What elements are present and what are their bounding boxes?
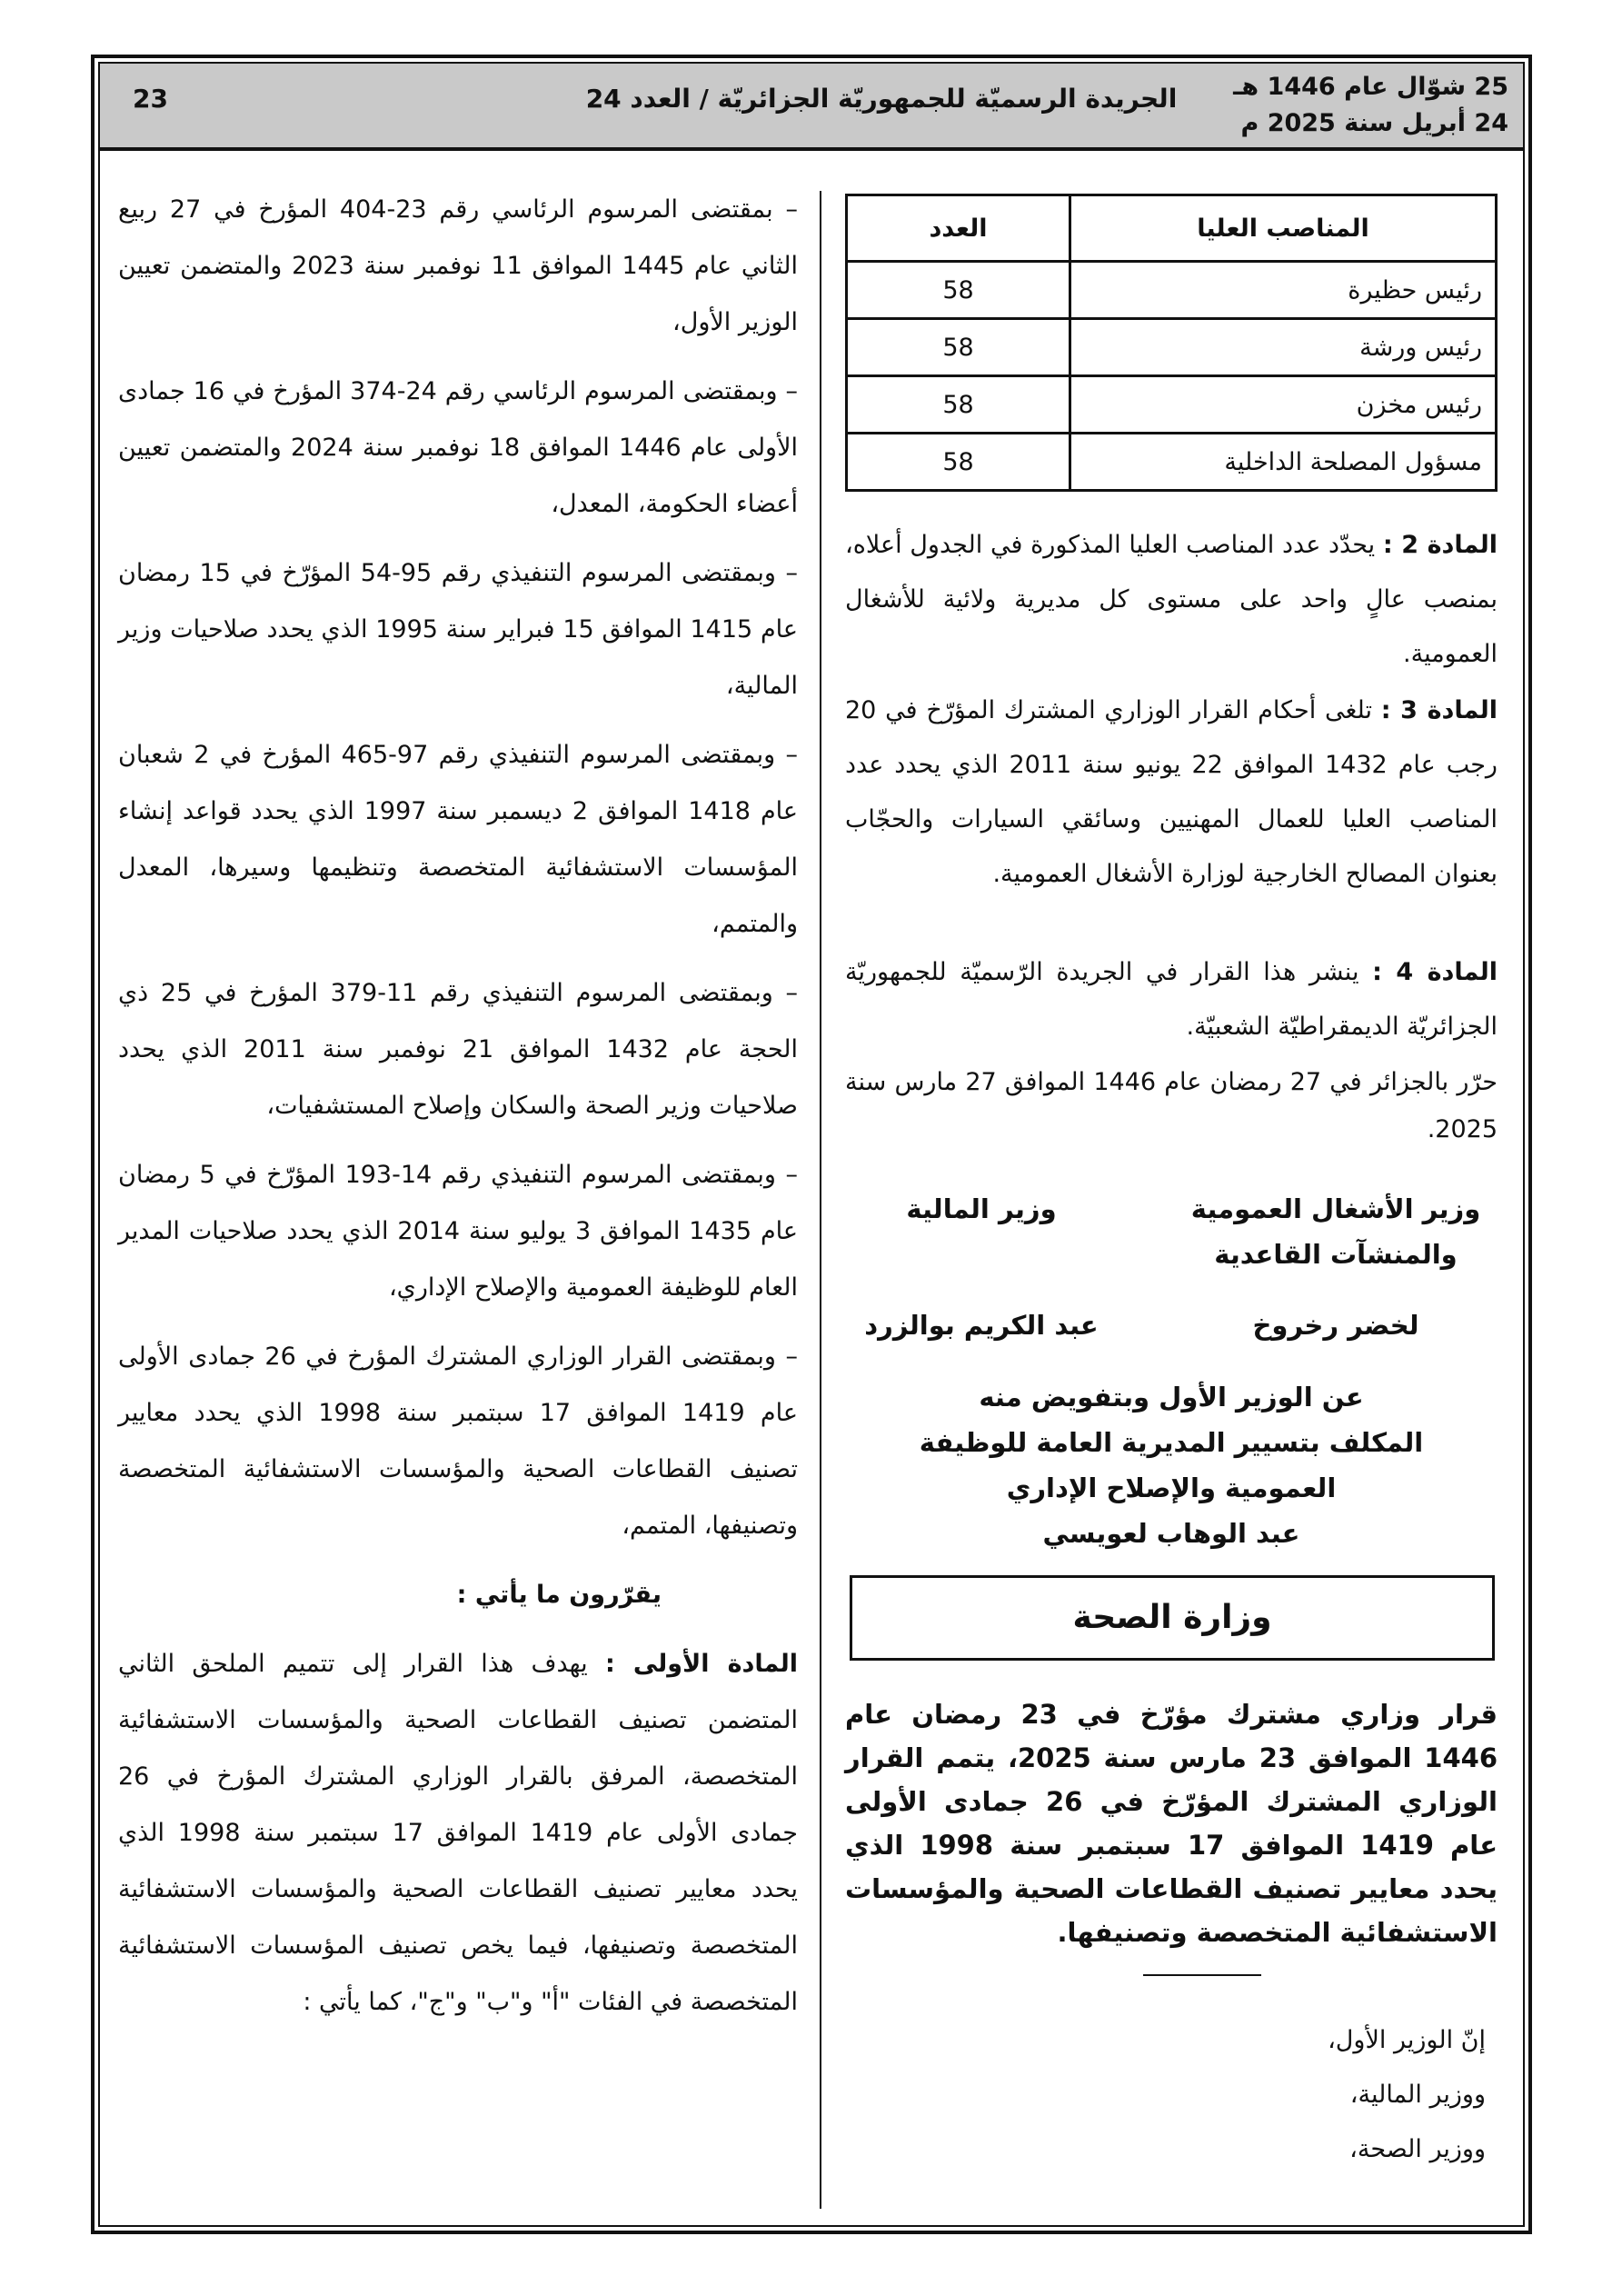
senior-posts-table <box>845 194 1498 492</box>
article-text: ينشر هذا القرار في الجريدة الرّسميّة للجمهوريّة الجزائريّة الديمقراطيّة الشعبيّة. <box>845 958 1498 1041</box>
separator-rule <box>1143 1974 1261 1976</box>
page-number: 23 <box>133 84 168 114</box>
preamble-line: ووزير الصحة، <box>1349 2135 1486 2163</box>
signatory-name: عبد الكريم بوالزرد <box>864 1310 1099 1341</box>
signed-at: حرّر بالجزائر في 27 رمضان عام 1446 الموافق 27 مارس سنة 2025. <box>845 1068 1498 1143</box>
signatory-title: وزير الأشغال العمومية <box>1190 1193 1481 1224</box>
article-text: تلغى أحكام القرار الوزاري المشترك المؤرّخ في 20 رجب عام 1432 الموافق 22 يونيو سنة 2011 الذي يحدد عدد المناصب العليا للعمال المهنيين وسائقي السيارات والحجّاب بعنوان المصالح الخارجية لوزارة الأشغال العمومية. <box>845 696 1498 888</box>
ministry-heading: وزارة الصحة <box>850 1575 1495 1661</box>
gazette-header <box>100 64 1523 151</box>
column-divider <box>820 191 821 2209</box>
article-4 <box>845 945 1498 1054</box>
recital: – وبمقتضى المرسوم التنفيذي رقم 11-379 المؤرخ في 25 ذي الحجة عام 1432 الموافق 21 نوفمبر سنة 2011 الذي يحدد صلاحيات وزير الصحة والسكان وإصلاح المستشفيات، <box>118 979 798 1120</box>
recital: – وبمقتضى المرسوم التنفيذي رقم 14-193 المؤرّخ في 5 رمضان عام 1435 الموافق 3 يوليو سنة 2014 الذي يحدد صلاحيات المدير العام للوظيفة العمومية والإصلاح الإداري، <box>118 1161 798 1302</box>
article-label: المادة 2 : <box>1382 531 1498 559</box>
delegation-line: العمومية والإصلاح الإداري <box>1006 1472 1337 1503</box>
delegation-line: المكلف بتسيير المديرية العامة للوظيفة <box>919 1427 1424 1458</box>
gregorian-date: 24 أبريل سنة 2025 م <box>1240 109 1508 137</box>
signatory-name: عبد الوهاب لعويسي <box>1042 1518 1300 1549</box>
delegated-signatory <box>845 1374 1498 1556</box>
decide-heading: يقرّرون ما يأتي : <box>456 1581 662 1609</box>
table-row <box>847 262 1497 319</box>
count-cell: 58 <box>847 376 1070 434</box>
count-cell: 58 <box>847 434 1070 491</box>
issue-date <box>1233 69 1508 142</box>
count-cell: 58 <box>847 262 1070 319</box>
post-cell: مسؤول المصلحة الداخلية <box>1070 434 1497 491</box>
article-label: المادة الأولى : <box>604 1650 798 1678</box>
table-row <box>847 319 1497 376</box>
preamble-line: ووزير المالية، <box>1349 2081 1486 2109</box>
decree-title: قرار وزاري مشترك مؤرّخ في 23 رمضان عام 1446 الموافق 23 مارس سنة 2025، يتمم القرار الوزاري المشترك المؤرّخ في 26 جمادى الأولى عام 1419 الموافق 17 سبتمبر سنة 1998 الذي يحدد معايير تصنيف القطاعات الصحية والمؤسسات الاستشفائية المتخصصة وتصنيفها. <box>845 1699 1498 1948</box>
table-row <box>847 434 1497 491</box>
header-post: المناصب العليا <box>1070 195 1497 262</box>
gazette-title: الجريدة الرسميّة للجمهوريّة الجزائريّة / العدد 24 <box>585 84 1178 114</box>
article-text: يحدّد عدد المناصب العليا المذكورة في الجدول أعلاه، بمنصب عالٍ واحد على مستوى كل مديرية ولائية للأشغال العمومية. <box>845 531 1498 668</box>
article-label: المادة 4 : <box>1372 958 1498 986</box>
recital: – وبمقتضى المرسوم التنفيذي رقم 95-54 المؤرّخ في 15 رمضان عام 1415 الموافق 15 فبراير سنة 1995 الذي يحدد صلاحيات وزير المالية، <box>118 559 799 700</box>
article-text: يهدف هذا القرار إلى تتميم الملحق الثاني المتضمن تصنيف القطاعات الصحية والمؤسسات الاستشفائية المتخصصة، المرفق بالقرار الوزاري المشترك المؤرخ في 26 جمادى الأولى عام 1419 الموافق 17 سبتمبر سنة 1998 الذي يحدد معايير تصنيف القطاعات الصحية والمؤسسات الاستشفائية المتخصصة وتصنيفها، فيما يخص تصنيف المؤسسات الاستشفائية المتخصصة في الفئات "أ" و"ب" و"ج"، كما يأتي : <box>118 1650 798 2016</box>
hijri-date: 25 شوّال عام 1446 هـ <box>1233 73 1508 101</box>
header-count: العدد <box>847 195 1070 262</box>
recital: – بمقتضى المرسوم الرئاسي رقم 23-404 المؤرخ في 27 ربيع الثاني عام 1445 الموافق 11 نوفمبر سنة 2023 والمتضمن تعيين الوزير الأول، <box>118 195 799 336</box>
post-cell: رئيس حظيرة <box>1070 262 1497 319</box>
post-cell: رئيس ورشة <box>1070 319 1497 376</box>
signatory-public-works <box>1172 1186 1499 1348</box>
signatory-title: وزير المالية <box>906 1193 1057 1224</box>
table-header-row <box>847 195 1497 262</box>
signatory-title: والمنشآت القاعدية <box>1214 1239 1458 1270</box>
delegation-line: عن الوزير الأول وبتفويض منه <box>979 1382 1364 1413</box>
signatory-name: لخضر رخروخ <box>1252 1310 1419 1341</box>
recital: – وبمقتضى القرار الوزاري المشترك المؤرخ في 26 جمادى الأولى عام 1419 الموافق 17 سبتمبر سنة 1998 الذي يحدد معايير تصنيف القطاعات الصحية والمؤسسات الاستشفائية المتخصصة وتصنيفها، المتمم، <box>118 1343 798 1540</box>
table-row <box>847 376 1497 434</box>
post-cell: رئيس مخزن <box>1070 376 1497 434</box>
article-1 <box>118 1636 798 2031</box>
count-cell: 58 <box>847 319 1070 376</box>
preamble-line: إنّ الوزير الأول، <box>1328 2026 1486 2054</box>
signatory-finance <box>845 1186 1118 1348</box>
recital: – وبمقتضى المرسوم التنفيذي رقم 97-465 المؤرخ في 2 شعبان عام 1418 الموافق 2 ديسمبر سنة 1997 الذي يحدد قواعد إنشاء المؤسسات الاستشفائية المتخصصة وتنظيمها وسيرها، المعدل والمتمم، <box>118 741 798 938</box>
article-3 <box>845 684 1498 902</box>
article-2 <box>845 518 1498 682</box>
article-label: المادة 3 : <box>1380 696 1498 724</box>
recital: – وبمقتضى المرسوم الرئاسي رقم 24-374 المؤرخ في 16 جمادى الأولى عام 1446 الموافق 18 نوفمبر سنة 2024 والمتضمن تعيين أعضاء الحكومة، المعدل، <box>118 377 799 518</box>
preamble-opening <box>1328 2013 1486 2177</box>
left-column <box>118 182 798 2043</box>
